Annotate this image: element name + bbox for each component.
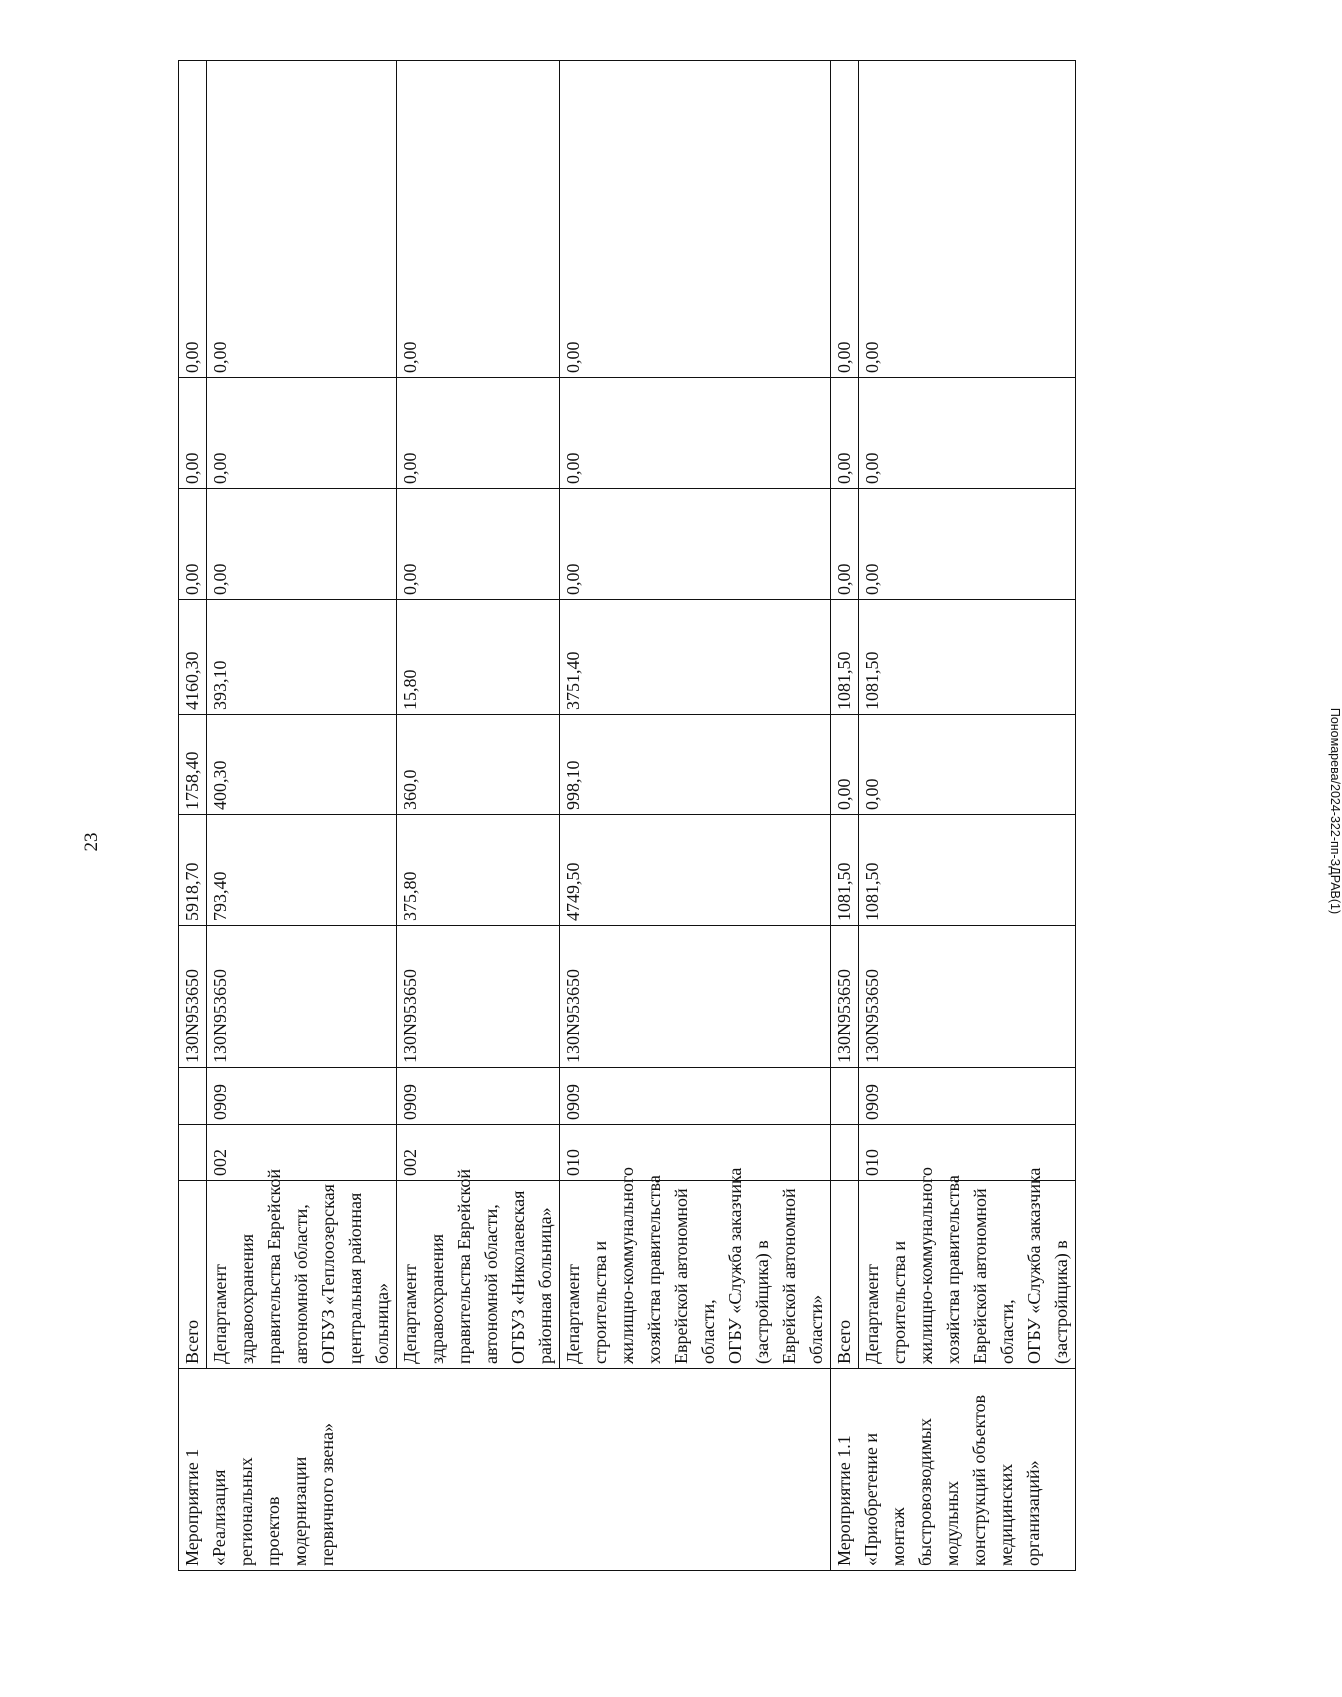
rz-cell: 0909	[859, 1068, 1076, 1125]
executor-cell: Департамент здравоохранения правительства Еврейской автономной области, ОГБУЗ «Теплоозерская центральная районная больница»	[207, 1181, 397, 1369]
value-cell: 15,80	[397, 600, 560, 715]
value-cell: 0,00	[207, 378, 397, 489]
value-cell: 0,00	[859, 489, 1076, 600]
value-cell: 4749,50	[560, 815, 831, 926]
value-cell: 0,00	[831, 489, 859, 600]
table-row	[179, 61, 207, 1571]
value-cell: 0,00	[560, 61, 831, 378]
value-cell: 4160,30	[179, 600, 207, 715]
table-row	[560, 61, 831, 1571]
csr-cell: 130N953650	[831, 926, 859, 1068]
value-cell: 0,00	[207, 489, 397, 600]
budget-table	[178, 60, 1076, 1571]
rz-cell: 0909	[560, 1068, 831, 1125]
value-cell: 360,0	[397, 715, 560, 815]
rz-cell: 0909	[207, 1068, 397, 1125]
value-cell: 393,10	[207, 600, 397, 715]
table-row	[831, 61, 859, 1571]
grbs-cell: 010	[560, 1125, 831, 1181]
executor-cell: Всего	[831, 1181, 859, 1369]
value-cell: 0,00	[560, 489, 831, 600]
value-cell: 0,00	[179, 61, 207, 378]
value-cell: 1758,40	[179, 715, 207, 815]
executor-cell: Департамент строительства и жилищно-коммунального хозяйства правительства Еврейской автономной области, ОГБУ «Служба заказчика (застройщика) в Еврейской автономной области»	[560, 1181, 831, 1369]
rz-cell	[831, 1068, 859, 1125]
grbs-cell	[831, 1125, 859, 1181]
page-number: 23	[81, 832, 102, 852]
csr-cell: 130N953650	[859, 926, 1076, 1068]
value-cell: 1081,50	[859, 600, 1076, 715]
value-cell: 0,00	[207, 61, 397, 378]
event-cell: Мероприятие 1 «Реализация региональных проектов модернизации первичного звена»	[179, 1369, 831, 1571]
csr-cell: 130N953650	[397, 926, 560, 1068]
value-cell: 400,30	[207, 715, 397, 815]
grbs-cell: 010	[859, 1125, 1076, 1181]
executor-cell: Департамент здравоохранения правительства Еврейской автономной области, ОГБУЗ «Николаевская районная больница»	[397, 1181, 560, 1369]
value-cell: 0,00	[179, 378, 207, 489]
value-cell: 0,00	[831, 715, 859, 815]
grbs-cell	[179, 1125, 207, 1181]
value-cell: 0,00	[560, 378, 831, 489]
value-cell: 0,00	[831, 378, 859, 489]
csr-cell: 130N953650	[560, 926, 831, 1068]
rz-cell: 0909	[397, 1068, 560, 1125]
executor-cell: Всего	[179, 1181, 207, 1369]
value-cell: 0,00	[397, 61, 560, 378]
document-footer: Пономарева/2024-322-пп-ЗДРАВ(1)	[1328, 707, 1342, 915]
value-cell: 998,10	[560, 715, 831, 815]
value-cell: 5918,70	[179, 815, 207, 926]
value-cell: 1081,50	[859, 815, 1076, 926]
value-cell: 0,00	[397, 489, 560, 600]
value-cell: 0,00	[397, 378, 560, 489]
value-cell: 0,00	[859, 61, 1076, 378]
csr-cell: 130N953650	[207, 926, 397, 1068]
value-cell: 3751,40	[560, 600, 831, 715]
rz-cell	[179, 1068, 207, 1125]
grbs-cell: 002	[397, 1125, 560, 1181]
value-cell: 1081,50	[831, 815, 859, 926]
value-cell: 793,40	[207, 815, 397, 926]
table-row	[397, 61, 560, 1571]
event-cell: Мероприятие 1.1 «Приобретение и монтаж быстровозводимых модульных конструкций объектов медицинских организаций»	[831, 1369, 1076, 1571]
value-cell: 375,80	[397, 815, 560, 926]
grbs-cell: 002	[207, 1125, 397, 1181]
value-cell: 0,00	[831, 61, 859, 378]
value-cell: 1081,50	[831, 600, 859, 715]
rotated-table-container	[178, 61, 1071, 1571]
table-row	[859, 61, 1076, 1571]
table-row	[207, 61, 397, 1571]
csr-cell: 130N953650	[179, 926, 207, 1068]
value-cell: 0,00	[179, 489, 207, 600]
value-cell: 0,00	[859, 378, 1076, 489]
executor-cell: Департамент строительства и жилищно-коммунального хозяйства правительства Еврейской автономной области, ОГБУ «Служба заказчика (застройщика) в	[859, 1181, 1076, 1369]
value-cell: 0,00	[859, 715, 1076, 815]
